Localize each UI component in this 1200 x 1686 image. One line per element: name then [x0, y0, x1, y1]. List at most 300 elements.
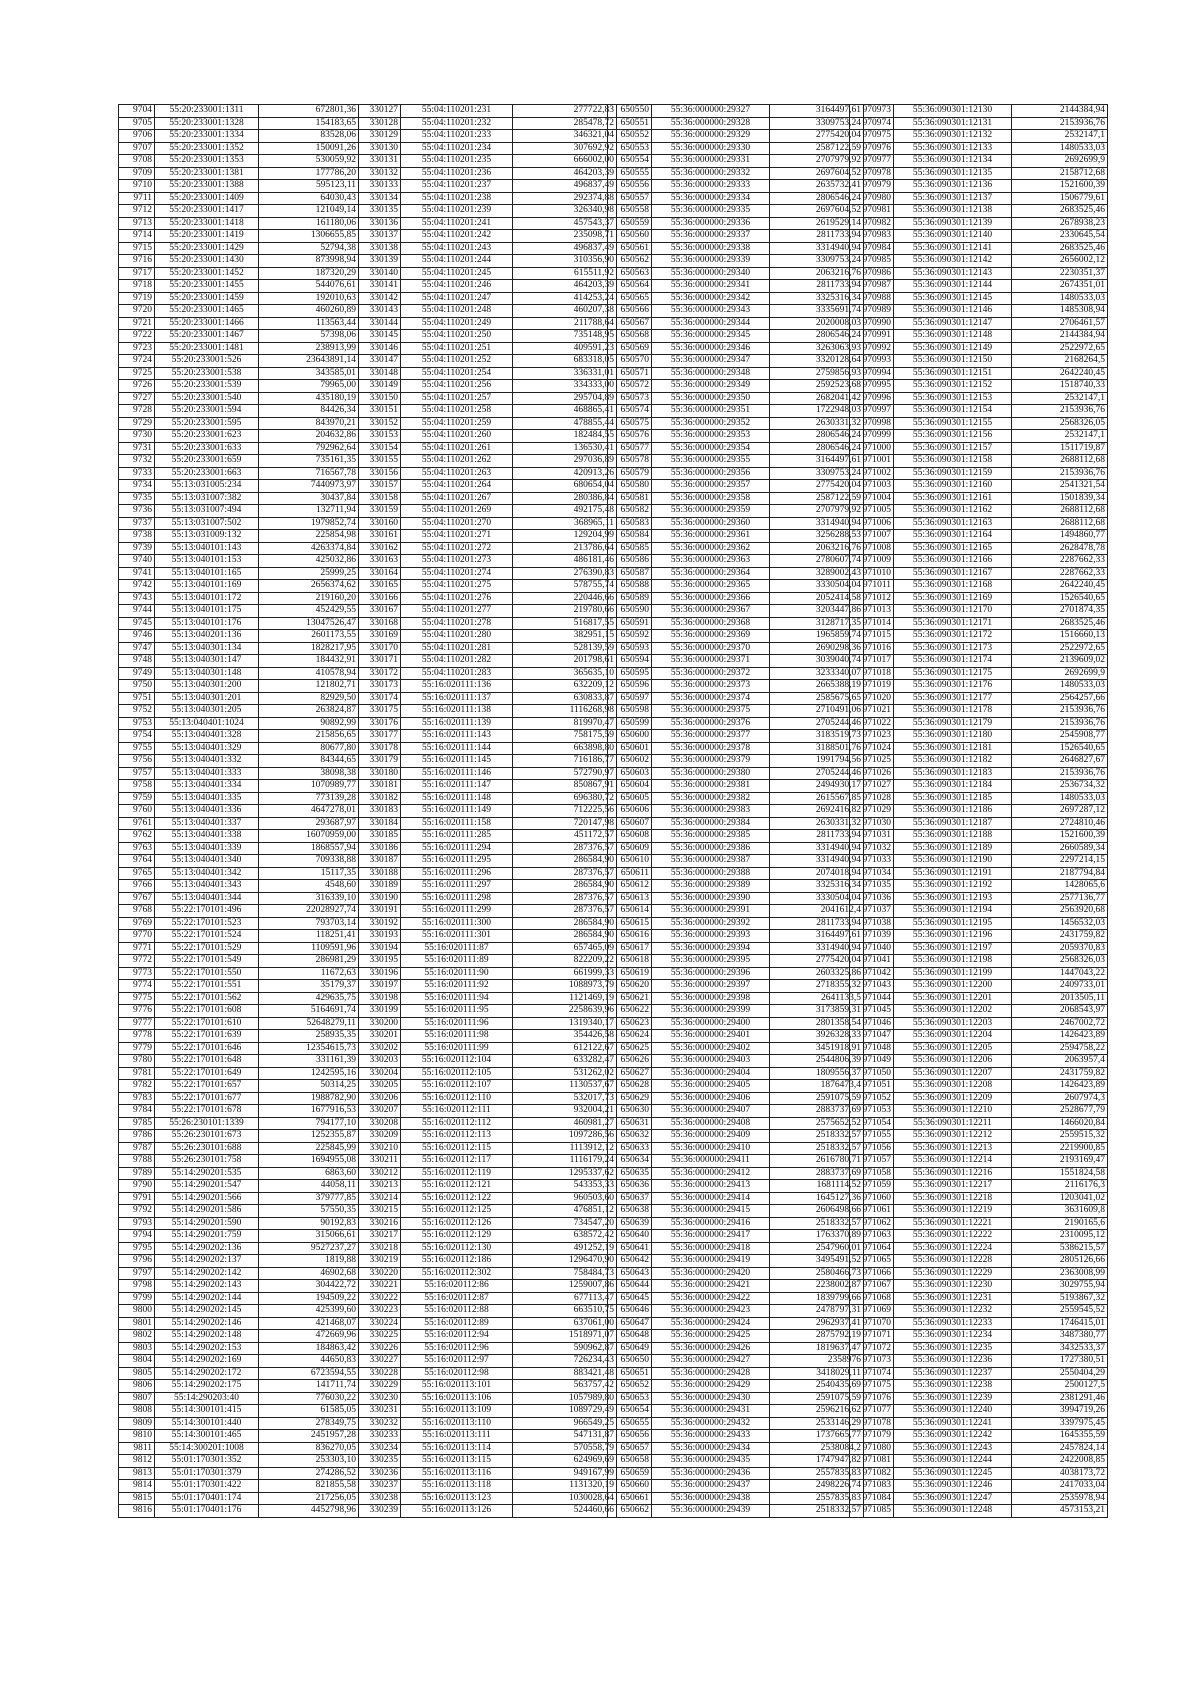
cadastral-value: 528139,59	[513, 642, 617, 655]
table-row	[608, 1267, 864, 1280]
cadastral-value: 758175,59	[513, 730, 617, 743]
cadastral-value: 821855,58	[259, 1480, 359, 1493]
row-number: 971043	[850, 980, 894, 993]
row-number: 330213	[359, 1180, 401, 1193]
row-number: 650564	[608, 280, 652, 293]
row-number: 970973	[850, 105, 894, 118]
cadastral-value: 201798,61	[513, 655, 617, 668]
table-row	[608, 580, 864, 593]
cadastral-value: 50314,25	[259, 1080, 359, 1093]
cadastral-number: 55:13:031007:502	[155, 517, 259, 530]
row-number: 971024	[850, 742, 894, 755]
table-row	[119, 1455, 359, 1468]
table-row	[850, 117, 1108, 130]
cadastral-value: 2707979,92	[770, 505, 864, 518]
row-number: 330225	[359, 1330, 401, 1343]
table-row	[608, 1292, 864, 1305]
cadastral-number: 55:16:020113:123	[401, 1492, 513, 1505]
cadastral-number: 55:36:090301:12199	[894, 967, 1012, 980]
table-row	[850, 1380, 1108, 1393]
row-number: 650580	[608, 480, 652, 493]
table-row	[608, 755, 864, 768]
cadastral-number: 55:36:090301:12183	[894, 767, 1012, 780]
row-number: 330204	[359, 1067, 401, 1080]
cadastral-number: 55:04:110201:256	[401, 380, 513, 393]
cadastral-value: 663898,80	[513, 742, 617, 755]
row-number: 9737	[119, 517, 155, 530]
cadastral-number: 55:13:040401:342	[155, 867, 259, 880]
table-row	[359, 430, 617, 443]
cadastral-value: 2642240,45	[1012, 580, 1108, 593]
cadastral-value: 3314940,94	[770, 842, 864, 855]
table-row	[850, 1367, 1108, 1380]
row-number: 330152	[359, 417, 401, 430]
table-row	[119, 1080, 359, 1093]
cadastral-number: 55:20:233001:1455	[155, 280, 259, 293]
row-number: 650556	[608, 180, 652, 193]
table-row	[608, 1155, 864, 1168]
cadastral-number: 55:16:020113:111	[401, 1430, 513, 1443]
cadastral-number: 55:36:000000:29361	[652, 530, 770, 543]
cadastral-number: 55:16:020111:136	[401, 680, 513, 693]
cadastral-number: 55:22:170101:523	[155, 917, 259, 930]
table-row	[359, 805, 617, 818]
cadastral-number: 55:22:170101:677	[155, 1092, 259, 1105]
row-number: 650599	[608, 717, 652, 730]
row-number: 9717	[119, 267, 155, 280]
row-number: 650662	[608, 1505, 652, 1518]
cadastral-number: 55:36:090301:12142	[894, 255, 1012, 268]
table-row	[359, 1355, 617, 1368]
row-number: 9797	[119, 1267, 155, 1280]
cadastral-number: 55:16:020111:138	[401, 705, 513, 718]
table-row	[608, 430, 864, 443]
table-row	[119, 430, 359, 443]
table-row	[359, 292, 617, 305]
cadastral-value: 3418029,11	[770, 1367, 864, 1380]
row-number: 650651	[608, 1367, 652, 1380]
table-row	[119, 442, 359, 455]
cadastral-value: 2494930,17	[770, 780, 864, 793]
table-row	[119, 480, 359, 493]
table-row	[850, 192, 1108, 205]
row-number: 330161	[359, 530, 401, 543]
table-row	[608, 267, 864, 280]
cadastral-value: 2775420,04	[770, 480, 864, 493]
table-row	[359, 655, 617, 668]
table-row	[608, 392, 864, 405]
cadastral-number: 55:22:170101:550	[155, 967, 259, 980]
table-row	[119, 767, 359, 780]
table-row	[850, 667, 1108, 680]
cadastral-number: 55:36:000000:29340	[652, 267, 770, 280]
cadastral-value: 2690298,36	[770, 642, 864, 655]
cadastral-number: 55:36:090301:12133	[894, 142, 1012, 155]
cadastral-value: 4548,60	[259, 880, 359, 893]
row-number: 650571	[608, 367, 652, 380]
table-row	[119, 405, 359, 418]
row-number: 650592	[608, 630, 652, 643]
table-row	[119, 992, 359, 1005]
row-number: 971038	[850, 917, 894, 930]
table-row	[359, 867, 617, 880]
table-row	[359, 467, 617, 480]
row-number: 650610	[608, 855, 652, 868]
row-number: 650579	[608, 467, 652, 480]
cadastral-value: 1511719,87	[1012, 442, 1108, 455]
cadastral-value: 286584,90	[513, 880, 617, 893]
cadastral-value: 1518971,07	[513, 1330, 617, 1343]
cadastral-value: 2724810,46	[1012, 817, 1108, 830]
table-row	[359, 517, 617, 530]
row-number: 330205	[359, 1080, 401, 1093]
table-row	[359, 1380, 617, 1393]
row-number: 650613	[608, 892, 652, 905]
row-number: 971039	[850, 930, 894, 943]
table-row	[119, 605, 359, 618]
table-row	[359, 1142, 617, 1155]
cadastral-number: 55:04:110201:278	[401, 617, 513, 630]
cadastral-number: 55:36:000000:29341	[652, 280, 770, 293]
cadastral-value: 773139,28	[259, 792, 359, 805]
row-number: 330157	[359, 480, 401, 493]
table-row	[850, 542, 1108, 555]
row-number: 9731	[119, 442, 155, 455]
row-number: 971033	[850, 855, 894, 868]
row-number: 971055	[850, 1130, 894, 1143]
cadastral-value: 1516660,13	[1012, 630, 1108, 643]
table-row	[608, 1142, 864, 1155]
row-number: 9715	[119, 242, 155, 255]
cadastral-value: 2297214,15	[1012, 855, 1108, 868]
cadastral-number: 55:04:110201:248	[401, 305, 513, 318]
row-number: 9728	[119, 405, 155, 418]
cadastral-value: 1259007,86	[513, 1280, 617, 1293]
cadastral-number: 55:36:000000:29437	[652, 1480, 770, 1493]
cadastral-value: 2707979,92	[770, 155, 864, 168]
row-number: 971060	[850, 1192, 894, 1205]
row-number: 9724	[119, 355, 155, 368]
row-number: 650640	[608, 1230, 652, 1243]
cadastral-value: 2310095,12	[1012, 1230, 1108, 1243]
cadastral-value: 2883737,69	[770, 1167, 864, 1180]
row-number: 971078	[850, 1417, 894, 1430]
row-number: 9770	[119, 930, 155, 943]
row-number: 9775	[119, 992, 155, 1005]
row-number: 330139	[359, 255, 401, 268]
table-row	[359, 630, 617, 643]
row-number: 650638	[608, 1205, 652, 1218]
cadastral-value: 850867,91	[513, 780, 617, 793]
row-number: 9756	[119, 755, 155, 768]
cadastral-number: 55:36:090301:12224	[894, 1242, 1012, 1255]
table-row	[119, 580, 359, 593]
cadastral-number: 55:01:170401:174	[155, 1492, 259, 1505]
row-number: 650642	[608, 1255, 652, 1268]
cadastral-number: 55:16:020112:112	[401, 1117, 513, 1130]
cadastral-number: 55:36:090301:12214	[894, 1155, 1012, 1168]
row-number: 971040	[850, 942, 894, 955]
cadastral-value: 2547960,01	[770, 1242, 864, 1255]
table-row	[608, 355, 864, 368]
table-row	[850, 655, 1108, 668]
row-number: 9757	[119, 767, 155, 780]
table-row	[850, 255, 1108, 268]
cadastral-number: 55:16:020112:115	[401, 1142, 513, 1155]
cadastral-value: 1203041,02	[1012, 1192, 1108, 1205]
cadastral-value: 57398,06	[259, 330, 359, 343]
cadastral-number: 55:36:000000:29345	[652, 330, 770, 343]
table-row	[119, 1317, 359, 1330]
cadastral-number: 55:36:090301:12202	[894, 1005, 1012, 1018]
cadastral-number: 55:36:000000:29426	[652, 1342, 770, 1355]
cadastral-number: 55:14:290202:169	[155, 1355, 259, 1368]
table-row	[119, 305, 359, 318]
table-row	[850, 292, 1108, 305]
cadastral-number: 55:36:000000:29394	[652, 942, 770, 955]
row-number: 9788	[119, 1155, 155, 1168]
row-number: 9808	[119, 1405, 155, 1418]
cadastral-number: 55:16:020113:110	[401, 1417, 513, 1430]
table-row	[119, 780, 359, 793]
cadastral-value: 2688112,68	[1012, 505, 1108, 518]
cadastral-value: 2665388,19	[770, 680, 864, 693]
cadastral-value: 6723594,55	[259, 1367, 359, 1380]
cadastral-number: 55:36:090301:12178	[894, 705, 1012, 718]
cadastral-value: 3314940,94	[770, 942, 864, 955]
cadastral-number: 55:20:233001:1418	[155, 217, 259, 230]
cadastral-number: 55:16:020112:87	[401, 1292, 513, 1305]
cadastral-value: 2683525,46	[1012, 617, 1108, 630]
cadastral-value: 2697604,52	[770, 205, 864, 218]
cadastral-value: 184432,91	[259, 655, 359, 668]
row-number: 650585	[608, 542, 652, 555]
cadastral-number: 55:04:110201:235	[401, 155, 513, 168]
cadastral-number: 55:22:170101:657	[155, 1080, 259, 1093]
row-number: 330135	[359, 205, 401, 218]
row-number: 330209	[359, 1130, 401, 1143]
table-row	[850, 442, 1108, 455]
row-number: 650590	[608, 605, 652, 618]
cadastral-number: 55:36:090301:12188	[894, 830, 1012, 843]
cadastral-number: 55:36:000000:29373	[652, 680, 770, 693]
cadastral-value: 486181,46	[513, 555, 617, 568]
row-number: 650550	[608, 105, 652, 118]
cadastral-number: 55:16:020112:129	[401, 1230, 513, 1243]
cadastral-number: 55:16:020111:299	[401, 905, 513, 918]
cadastral-number: 55:36:000000:29343	[652, 305, 770, 318]
row-number: 650591	[608, 617, 652, 630]
cadastral-number: 55:36:000000:29414	[652, 1192, 770, 1205]
row-number: 971023	[850, 730, 894, 743]
cadastral-number: 55:16:020111:158	[401, 817, 513, 830]
cadastral-number: 55:36:000000:29349	[652, 380, 770, 393]
cadastral-value: 563757,42	[513, 1380, 617, 1393]
cadastral-value: 2013505,11	[1012, 992, 1108, 1005]
table-row	[608, 767, 864, 780]
table-row	[608, 1180, 864, 1193]
cadastral-number: 55:36:000000:29381	[652, 780, 770, 793]
table-row	[119, 1342, 359, 1355]
row-number: 330227	[359, 1355, 401, 1368]
row-number: 330176	[359, 717, 401, 730]
cadastral-value: 2557835,83	[770, 1467, 864, 1480]
table-row	[119, 655, 359, 668]
row-number: 650594	[608, 655, 652, 668]
row-number: 330223	[359, 1305, 401, 1318]
table-row	[119, 955, 359, 968]
cadastral-number: 55:36:090301:12187	[894, 817, 1012, 830]
table-row	[359, 780, 617, 793]
row-number: 970976	[850, 142, 894, 155]
table-row	[850, 805, 1108, 818]
table-row	[850, 1455, 1108, 1468]
cadastral-number: 55:36:090301:12200	[894, 980, 1012, 993]
cadastral-number: 55:13:031007:382	[155, 492, 259, 505]
cadastral-value: 3128717,35	[770, 617, 864, 630]
cadastral-value: 154183,65	[259, 117, 359, 130]
cadastral-value: 2697287,12	[1012, 805, 1108, 818]
row-number: 650573	[608, 392, 652, 405]
cadastral-value: 2500127,5	[1012, 1380, 1108, 1393]
cadastral-number: 55:14:290201:535	[155, 1167, 259, 1180]
cadastral-value: 1116179,24	[513, 1155, 617, 1168]
table-row	[119, 880, 359, 893]
row-number: 9784	[119, 1105, 155, 1118]
row-number: 650653	[608, 1392, 652, 1405]
cadastral-number: 55:22:170101:678	[155, 1105, 259, 1118]
table-row	[608, 292, 864, 305]
table-row	[119, 930, 359, 943]
row-number: 971068	[850, 1292, 894, 1305]
cadastral-value: 334333,00	[513, 380, 617, 393]
table-row	[608, 630, 864, 643]
cadastral-number: 55:16:020112:113	[401, 1130, 513, 1143]
table-row	[850, 967, 1108, 980]
row-number: 330237	[359, 1480, 401, 1493]
row-number: 971046	[850, 1017, 894, 1030]
row-number: 9769	[119, 917, 155, 930]
cadastral-value: 1131320,19	[513, 1480, 617, 1493]
cadastral-number: 55:36:000000:29367	[652, 605, 770, 618]
table-row	[850, 1105, 1108, 1118]
cadastral-number: 55:20:233001:1452	[155, 267, 259, 280]
row-number: 330194	[359, 942, 401, 955]
table-row	[850, 1305, 1108, 1318]
table-row	[850, 380, 1108, 393]
cadastral-number: 55:26:230101:1339	[155, 1117, 259, 1130]
table-row	[359, 492, 617, 505]
table-row	[850, 1392, 1108, 1405]
cadastral-number: 55:04:110201:259	[401, 417, 513, 430]
cadastral-number: 55:22:170101:496	[155, 905, 259, 918]
cadastral-number: 55:36:000000:29417	[652, 1230, 770, 1243]
cadastral-value: 2688112,68	[1012, 517, 1108, 530]
row-number: 330188	[359, 867, 401, 880]
row-number: 650621	[608, 992, 652, 1005]
cadastral-value: 4452798,96	[259, 1505, 359, 1518]
table-row	[850, 305, 1108, 318]
cadastral-number: 55:16:020111:95	[401, 1005, 513, 1018]
row-number: 9790	[119, 1180, 155, 1193]
cadastral-number: 55:36:090301:12201	[894, 992, 1012, 1005]
row-number: 330221	[359, 1280, 401, 1293]
cadastral-value: 457543,37	[513, 217, 617, 230]
cadastral-value: 61585,05	[259, 1405, 359, 1418]
cadastral-number: 55:20:233001:1381	[155, 167, 259, 180]
cadastral-value: 1485308,94	[1012, 305, 1108, 318]
row-number: 970985	[850, 255, 894, 268]
table-row	[608, 1430, 864, 1443]
row-number: 971080	[850, 1442, 894, 1455]
row-number: 330143	[359, 305, 401, 318]
table-row	[119, 1392, 359, 1405]
table-row	[359, 1405, 617, 1418]
table-row	[359, 1505, 617, 1518]
cadastral-number: 55:36:000000:29399	[652, 1005, 770, 1018]
cadastral-value: 25999,25	[259, 567, 359, 580]
row-number: 9767	[119, 892, 155, 905]
row-number: 330191	[359, 905, 401, 918]
table-row	[359, 542, 617, 555]
row-number: 9721	[119, 317, 155, 330]
row-number: 971012	[850, 592, 894, 605]
cadastral-value: 46902,68	[259, 1267, 359, 1280]
row-number: 650593	[608, 642, 652, 655]
cadastral-number: 55:36:000000:29348	[652, 367, 770, 380]
table-row	[119, 530, 359, 543]
cadastral-number: 55:14:290202:172	[155, 1367, 259, 1380]
cadastral-value: 1521600,39	[1012, 830, 1108, 843]
cadastral-value: 624969,69	[513, 1455, 617, 1468]
row-number: 330187	[359, 855, 401, 868]
cadastral-number: 55:04:110201:263	[401, 467, 513, 480]
table-row	[850, 1417, 1108, 1430]
cadastral-number: 55:36:000000:29383	[652, 805, 770, 818]
row-number: 650554	[608, 155, 652, 168]
row-number: 971018	[850, 667, 894, 680]
table-row	[850, 1017, 1108, 1030]
cadastral-number: 55:13:040301:205	[155, 705, 259, 718]
row-number: 330229	[359, 1380, 401, 1393]
cadastral-value: 420913,26	[513, 467, 617, 480]
table-row	[850, 1230, 1108, 1243]
cadastral-number: 55:36:000000:29382	[652, 792, 770, 805]
row-number: 650622	[608, 1005, 652, 1018]
table-row	[359, 892, 617, 905]
cadastral-number: 55:36:000000:29327	[652, 105, 770, 118]
row-number: 650632	[608, 1130, 652, 1143]
table-row	[119, 1442, 359, 1455]
cadastral-value: 2559545,52	[1012, 1305, 1108, 1318]
cadastral-number: 55:22:170101:649	[155, 1067, 259, 1080]
cadastral-value: 2545908,77	[1012, 730, 1108, 743]
table-row	[359, 942, 617, 955]
cadastral-number: 55:36:000000:29360	[652, 517, 770, 530]
cadastral-value: 2563920,68	[1012, 905, 1108, 918]
cadastral-number: 55:36:000000:29362	[652, 542, 770, 555]
cadastral-number: 55:13:040401:334	[155, 780, 259, 793]
cadastral-number: 55:04:110201:267	[401, 492, 513, 505]
cadastral-number: 55:16:020112:302	[401, 1267, 513, 1280]
row-number: 971048	[850, 1042, 894, 1055]
row-number: 650647	[608, 1317, 652, 1330]
cadastral-number: 55:36:000000:29347	[652, 355, 770, 368]
cadastral-number: 55:14:290202:142	[155, 1267, 259, 1280]
cadastral-number: 55:16:020111:295	[401, 855, 513, 868]
cadastral-number: 55:20:233001:1429	[155, 242, 259, 255]
cadastral-value: 22028927,74	[259, 905, 359, 918]
